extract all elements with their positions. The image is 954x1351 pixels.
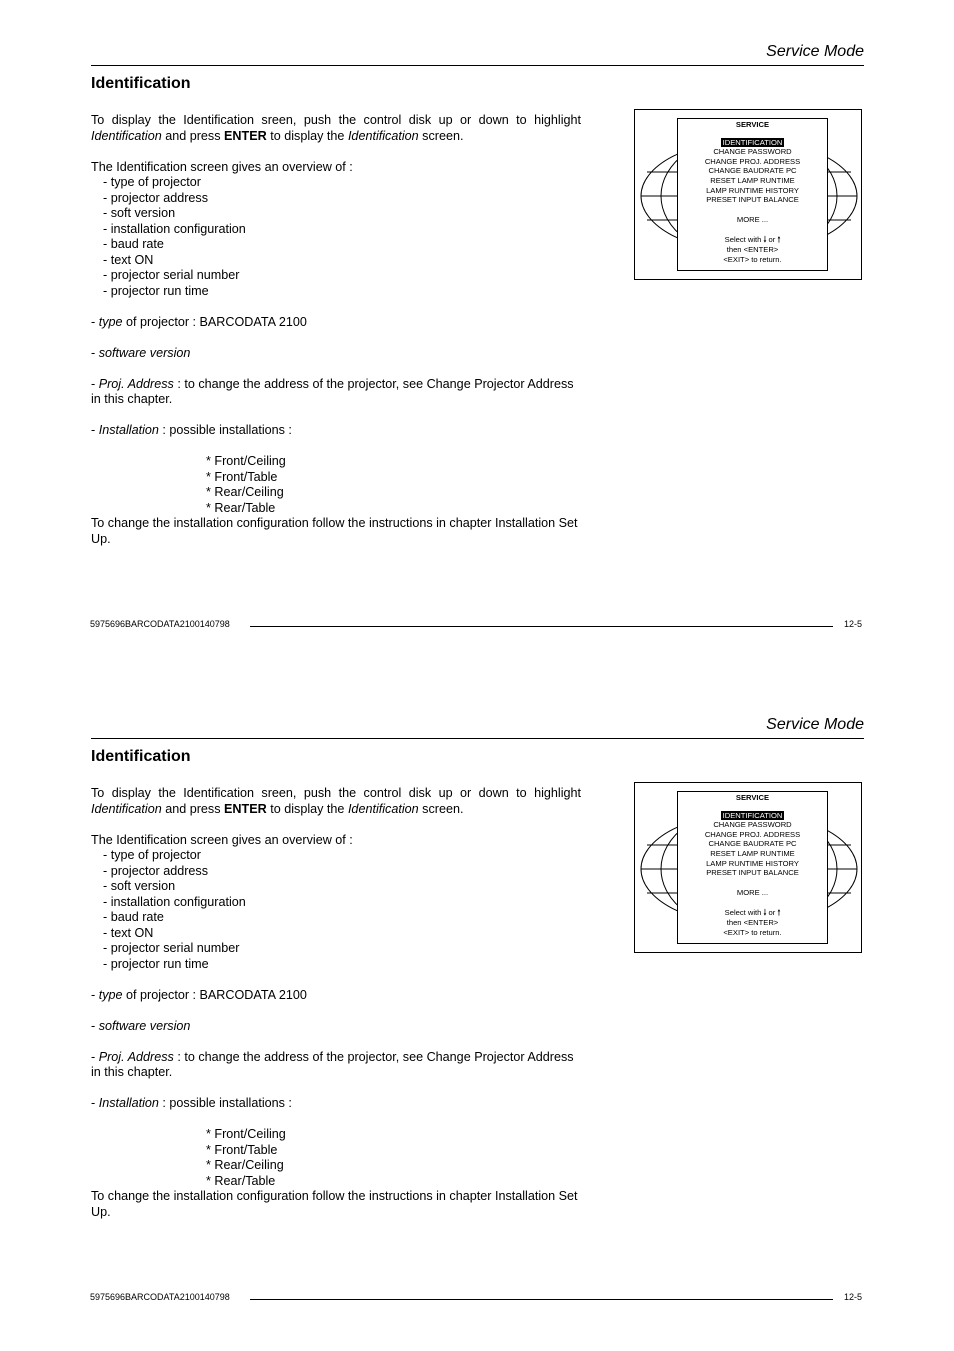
overview-heading: The Identification screen gives an overview of : (91, 832, 353, 847)
menu-item-more[interactable]: MORE ... (736, 887, 769, 897)
menu-item-identification[interactable]: IDENTIFICATION (722, 810, 783, 820)
arrow-up-icon: 🠑 (777, 908, 781, 918)
software-line: - software version (91, 1018, 191, 1033)
installation-option: * Rear/Table (206, 500, 276, 515)
running-header: Service Mode (766, 716, 864, 733)
overview-item: - text ON (103, 925, 154, 940)
running-header: Service Mode (766, 43, 864, 60)
address-line: - Proj. Address : to change the address of the projector, see Change Projector Address in this chapter. (91, 376, 574, 406)
footer-rule (250, 626, 833, 627)
installation-option: * Rear/Ceiling (206, 1158, 284, 1172)
page-1 (0, 0, 954, 672)
type-line: - type of projector : BARCODATA 2100 (91, 987, 307, 1002)
intro-line-1: To display the Identification sreen, push the control disk up or down to highlight (91, 786, 581, 800)
installation-line: - Installation : possible installations : (91, 1096, 292, 1110)
installation-option: * Front/Table (206, 469, 278, 484)
overview-item: - installation configuration (103, 894, 246, 909)
overview-item: - projector address (103, 190, 208, 205)
menu-item[interactable]: PRESET INPUT BALANCE (706, 195, 799, 205)
installation-option: * Front/Ceiling (206, 454, 286, 468)
overview-item: - baud rate (103, 237, 164, 251)
header-rule (91, 738, 864, 739)
overview-heading: The Identification screen gives an overview of : (91, 159, 353, 174)
installation-line: - Installation : possible installations : (91, 423, 292, 437)
section-title: Identification (91, 748, 191, 765)
address-line: - Proj. Address : to change the address of the projector, see Change Projector Address in this chapter. (91, 1049, 574, 1079)
menu-item[interactable]: CHANGE PASSWORD (713, 147, 792, 157)
menu-item-more[interactable]: MORE ... (736, 214, 769, 224)
menu-help-then: then <ENTER> (726, 917, 779, 927)
menu-item[interactable]: CHANGE PROJ. ADDRESS (704, 829, 801, 839)
menu-item[interactable]: CHANGE PROJ. ADDRESS (704, 156, 801, 166)
menu-help-then: then <ENTER> (726, 244, 779, 254)
installation-option: * Rear/Table (206, 1173, 276, 1188)
menu-item[interactable]: RESET LAMP RUNTIME (710, 175, 795, 185)
overview-item: - soft version (103, 206, 176, 220)
overview-item: - projector serial number (103, 268, 240, 282)
footer-page-number: 12-5 (844, 1292, 863, 1302)
arrow-up-icon: 🠑 (777, 235, 781, 245)
menu-help-exit: <EXIT> to return. (723, 927, 782, 937)
menu-help-select: Select with 🠓 or 🠑 (724, 908, 781, 918)
body-text (91, 113, 581, 547)
arrow-down-icon: 🠓 (763, 908, 767, 918)
overview-item: - text ON (103, 252, 154, 267)
menu-item[interactable]: CHANGE PASSWORD (713, 820, 792, 830)
service-menu-figure (634, 782, 862, 953)
overview-item: - projector address (103, 863, 208, 878)
footer-doc-number: 5975696BARCODATA2100140798 (90, 1292, 230, 1302)
service-menu (677, 118, 828, 271)
page-2 (0, 673, 954, 1345)
footer-rule (250, 1299, 833, 1300)
service-menu (677, 791, 828, 944)
installation-option: * Front/Ceiling (206, 1127, 286, 1141)
overview-item: - projector serial number (103, 941, 240, 955)
menu-item[interactable]: RESET LAMP RUNTIME (710, 848, 795, 858)
menu-item[interactable]: LAMP RUNTIME HISTORY (706, 185, 799, 195)
arrow-down-icon: 🠓 (763, 235, 767, 245)
closing-text: To change the installation configuration follow the instructions in chapter Installation Set Up. (91, 1189, 578, 1219)
menu-item[interactable]: PRESET INPUT BALANCE (706, 868, 799, 878)
installation-option: * Rear/Ceiling (206, 485, 284, 499)
menu-item[interactable]: CHANGE BAUDRATE PC (708, 839, 797, 849)
menu-title: SERVICE (735, 120, 770, 129)
menu-item[interactable]: CHANGE BAUDRATE PC (708, 166, 797, 176)
overview-item: - projector run time (103, 283, 209, 298)
footer-doc-number: 5975696BARCODATA2100140798 (90, 619, 230, 629)
intro-line-1: To display the Identification sreen, push the control disk up or down to highlight (91, 113, 581, 127)
installation-option: * Front/Table (206, 1142, 278, 1157)
header-rule (91, 65, 864, 66)
overview-item: - installation configuration (103, 221, 246, 236)
overview-item: - type of projector (103, 848, 201, 862)
menu-help-select: Select with 🠓 or 🠑 (724, 235, 781, 245)
type-line: - type of projector : BARCODATA 2100 (91, 314, 307, 329)
overview-item: - baud rate (103, 910, 164, 924)
service-menu-figure (634, 109, 862, 280)
overview-item: - soft version (103, 879, 176, 893)
intro-line-2: Identification and press ENTER to display the Identification screen. (91, 801, 464, 816)
body-text (91, 786, 581, 1220)
menu-item-identification[interactable]: IDENTIFICATION (722, 137, 783, 147)
overview-item: - type of projector (103, 175, 201, 189)
intro-line-2: Identification and press ENTER to display the Identification screen. (91, 128, 464, 143)
menu-item[interactable]: LAMP RUNTIME HISTORY (706, 858, 799, 868)
menu-help-exit: <EXIT> to return. (723, 254, 782, 264)
section-title: Identification (91, 75, 191, 92)
closing-text: To change the installation configuration follow the instructions in chapter Installation Set Up. (91, 516, 578, 546)
menu-title: SERVICE (735, 793, 770, 802)
overview-item: - projector run time (103, 956, 209, 971)
software-line: - software version (91, 345, 191, 360)
footer-page-number: 12-5 (844, 619, 863, 629)
